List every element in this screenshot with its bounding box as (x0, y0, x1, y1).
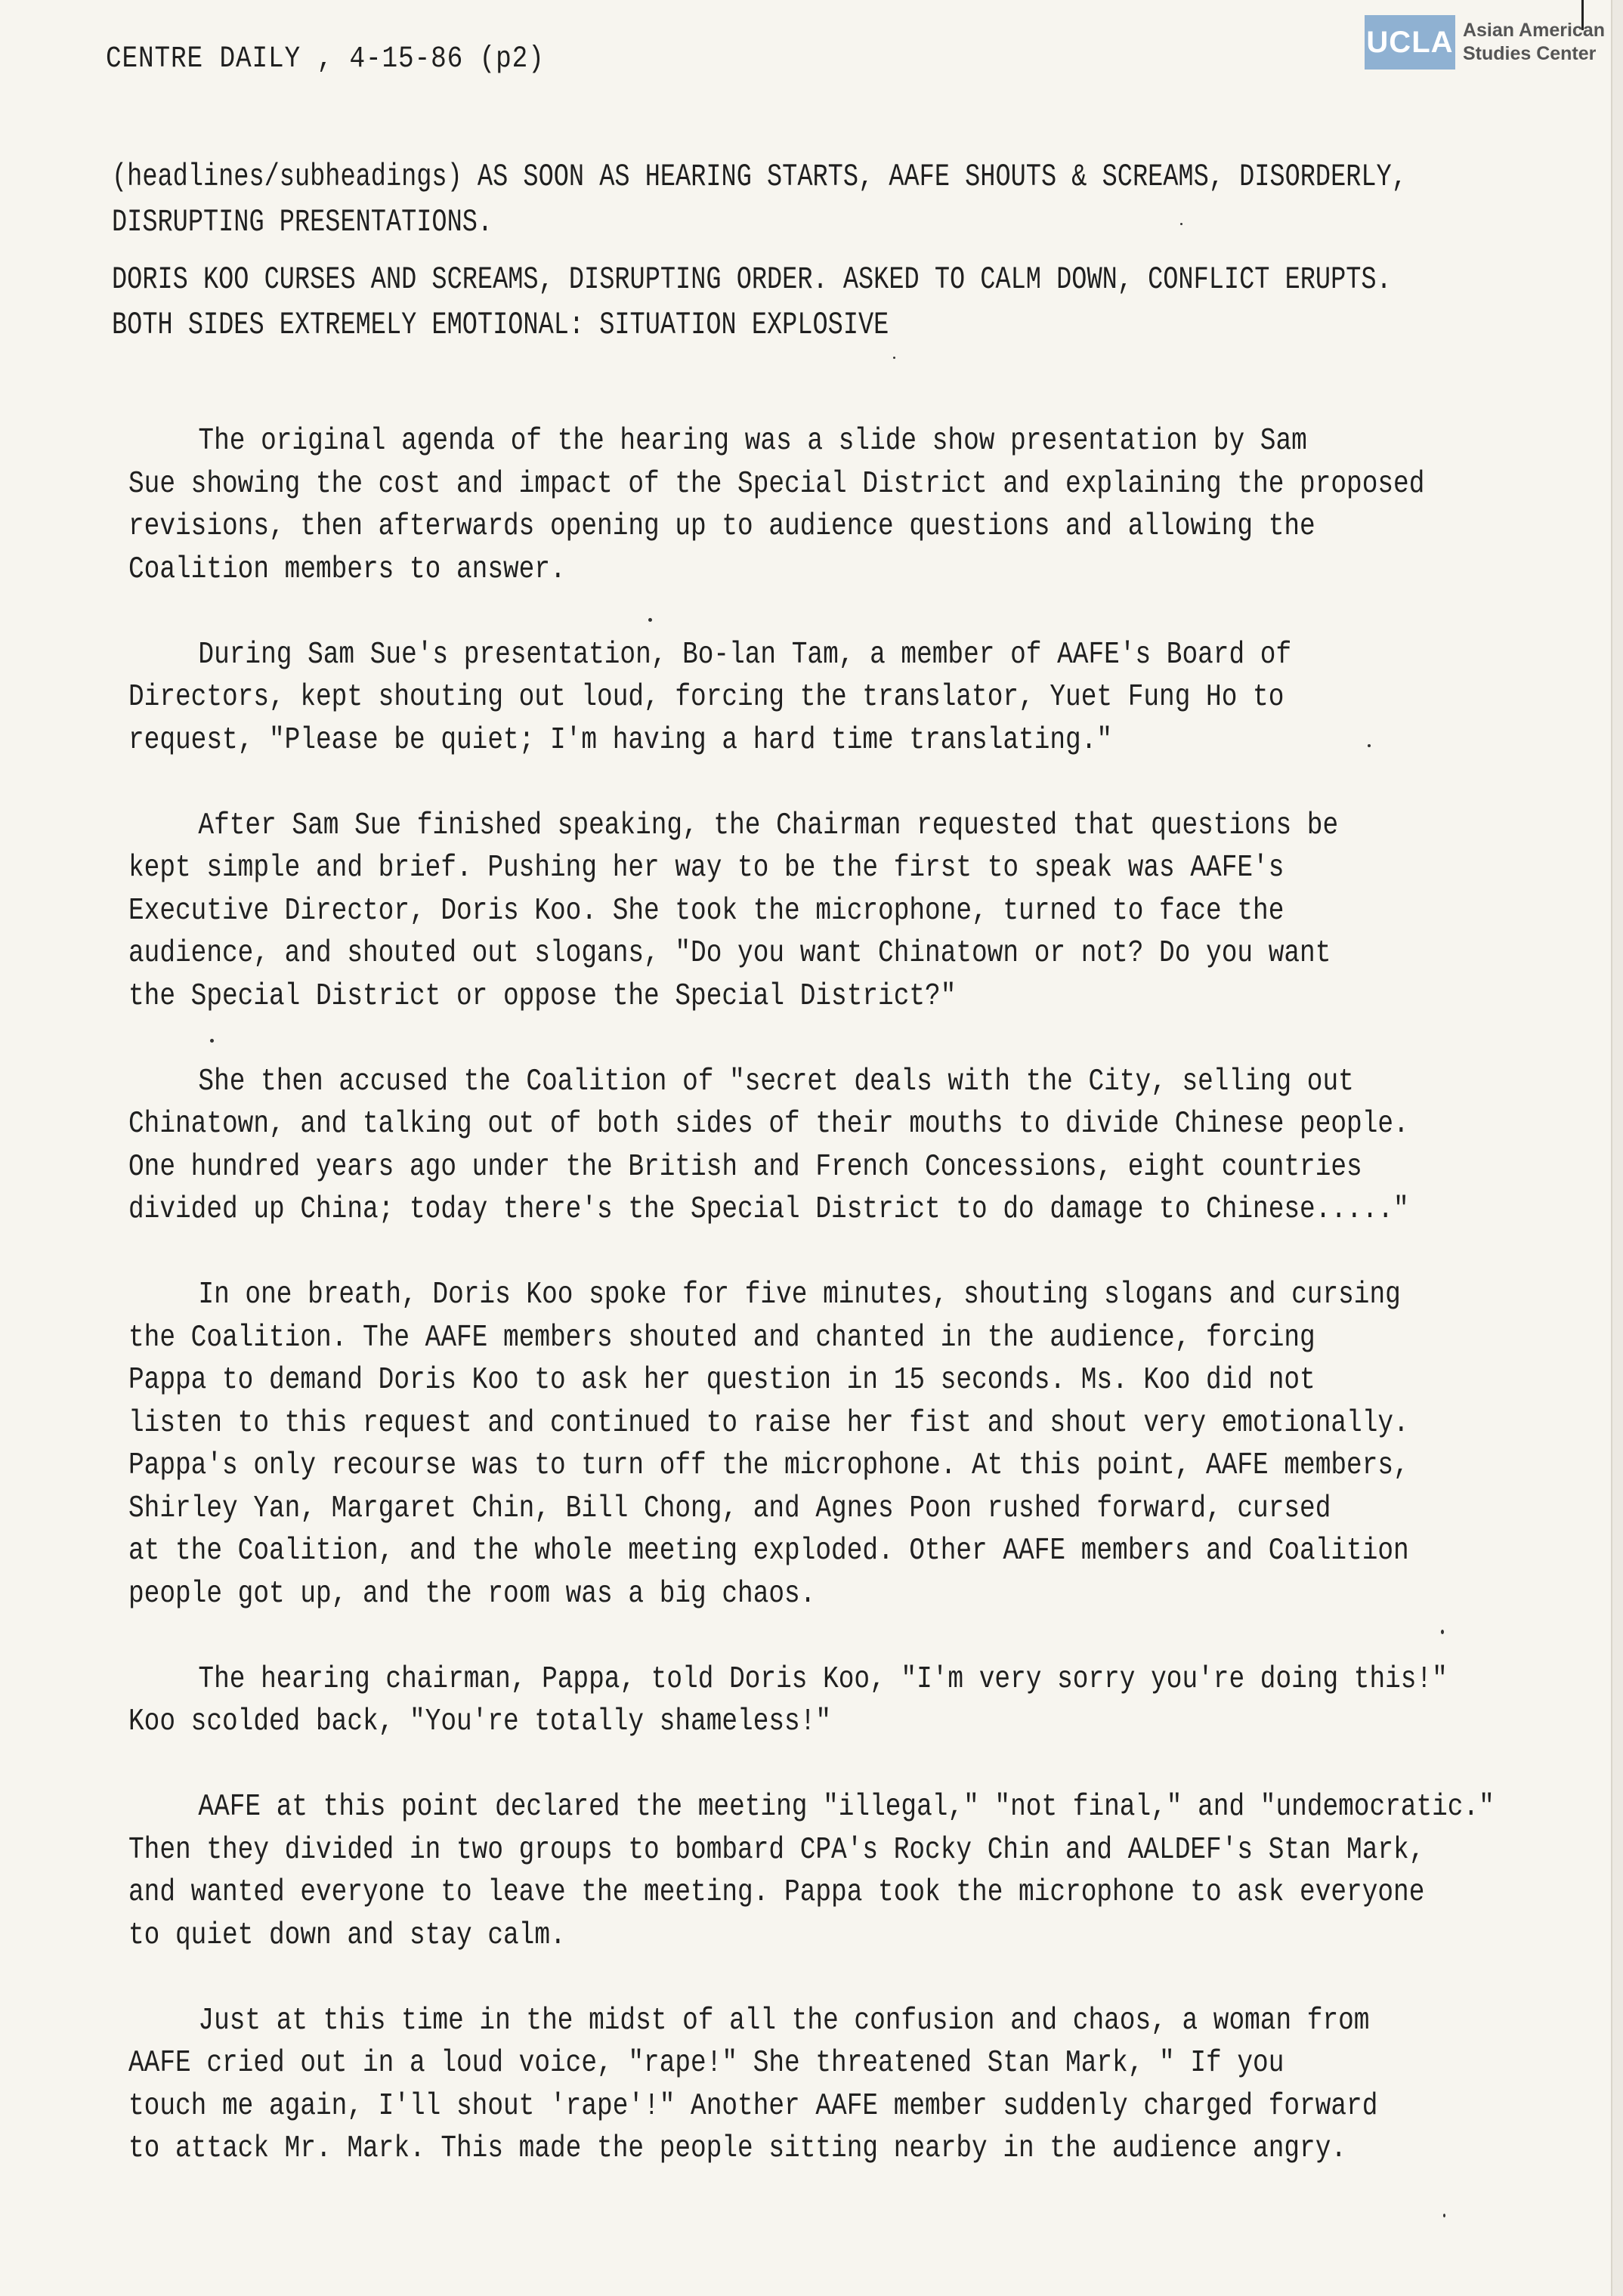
headline-line: DISRUPTING PRESENTATIONS. (112, 204, 493, 240)
text-line: After Sam Sue finished speaking, the Chairman requested that questions be (198, 808, 1339, 843)
ucla-asian-american-studies-logo (1365, 15, 1605, 70)
logo-text (1463, 19, 1605, 66)
paragraph (128, 805, 1544, 1018)
text-line: In one breath, Doris Koo spoke for five minutes, shouting slogans and cursing (198, 1278, 1401, 1312)
text-line: touch me again, I'll shout 'rape'!" Another AAFE member suddenly charged forward (128, 2088, 1378, 2124)
text-line: Pappa to demand Doris Koo to ask her question in 15 seconds. Ms. Koo did not (128, 1363, 1315, 1398)
paper-speck (1368, 744, 1371, 747)
paragraph (128, 1274, 1544, 1615)
paper-speck (210, 1039, 214, 1043)
text-line: kept simple and brief. Pushing her way to be the first to speak was AAFE's (128, 851, 1284, 885)
logo-line-1: Asian American (1462, 20, 1605, 41)
text-line: and wanted everyone to leave the meeting. Pappa took the microphone to ask everyone (128, 1875, 1425, 1910)
text-line: audience, and shouted out slogans, "Do you want Chinatown or not? Do you want (128, 936, 1331, 971)
text-line: the Special District or oppose the Special District?" (128, 978, 957, 1014)
text-line: The original agenda of the hearing was a slide show presentation by Sam (198, 424, 1307, 459)
text-line: Then they divided in two groups to bombard CPA's Rocky Chin and AALDEF's Stan Mark, (128, 1832, 1425, 1868)
text-line: She then accused the Coalition of "secret deals with the City, selling out (198, 1064, 1354, 1099)
text-line: listen to this request and continued to raise her fist and shout very emotionally. (128, 1405, 1409, 1441)
paper-speck (1443, 2214, 1445, 2217)
paper-speck (1180, 223, 1182, 225)
text-line: AAFE at this point declared the meeting "illegal," "not final," and "undemocratic." (198, 1790, 1495, 1825)
dateline: CENTRE DAILY , 4-15-86 (p2) (106, 42, 545, 76)
text-line: to quiet down and stay calm. (128, 1917, 566, 1953)
text-line: Just at this time in the midst of all the confusion and chaos, a woman from (198, 2003, 1370, 2038)
article-body (128, 420, 1544, 2213)
text-line: people got up, and the room was a big chaos. (128, 1576, 816, 1612)
text-line: The hearing chairman, Pappa, told Doris Koo, "I'm very sorry you're doing this!" (198, 1661, 1448, 1697)
text-line: request, "Please be quiet; I'm having a hard time translating." (128, 722, 1113, 758)
paragraph (128, 2000, 1544, 2171)
logo-line-2: Studies Center (1462, 43, 1597, 64)
text-line: Pappa's only recourse was to turn off the microphone. At this point, AAFE members, (128, 1448, 1409, 1483)
headlines-block (112, 154, 1563, 348)
paragraph (128, 1658, 1544, 1744)
paragraph (128, 634, 1544, 762)
text-line: One hundred years ago under the British and French Concessions, eight countries (128, 1149, 1362, 1185)
text-line: AAFE cried out in a loud voice, "rape!" She threatened Stan Mark, " If you (128, 2046, 1284, 2081)
paragraph (128, 420, 1544, 591)
text-line: at the Coalition, and the whole meeting exploded. Other AAFE members and Coalition (128, 1534, 1409, 1568)
text-line: Executive Director, Doris Koo. She took the microphone, turned to face the (128, 893, 1284, 929)
text-line: Shirley Yan, Margaret Chin, Bill Chong, and Agnes Poon rushed forward, cursed (128, 1491, 1331, 1526)
paper-speck (648, 618, 652, 622)
text-line: During Sam Sue's presentation, Bo-lan Tam, a member of AAFE's Board of (198, 637, 1292, 672)
text-line: Sue showing the cost and impact of the Special District and explaining the proposed (128, 466, 1425, 502)
text-line: divided up China; today there's the Special District to do damage to Chinese....." (128, 1192, 1409, 1227)
text-line: to attack Mr. Mark. This made the people sitting nearby in the audience angry. (128, 2131, 1347, 2166)
headline-line: (headlines/subheadings) AS SOON AS HEARING STARTS, AAFE SHOUTS & SCREAMS, DISORDERLY, (112, 159, 1407, 195)
paper-speck (893, 357, 895, 359)
text-line: Chinatown, and talking out of both sides of their mouths to divide Chinese people. (128, 1107, 1409, 1142)
text-line: Coalition members to answer. (128, 552, 566, 587)
paragraph (128, 1061, 1544, 1231)
text-line: the Coalition. The AAFE members shouted and chanted in the audience, forcing (128, 1320, 1315, 1355)
headline-line: BOTH SIDES EXTREMELY EMOTIONAL: SITUATION EXPLOSIVE (112, 307, 889, 343)
text-line: Directors, kept shouting out loud, forcing the translator, Yuet Fung Ho to (128, 680, 1284, 715)
text-line: Koo scolded back, "You're totally shameless!" (128, 1704, 832, 1739)
paragraph (128, 1786, 1544, 1957)
headline-line: DORIS KOO CURSES AND SCREAMS, DISRUPTING ORDER. ASKED TO CALM DOWN, CONFLICT ERUPTS. (112, 261, 1392, 298)
paper-speck (1441, 1630, 1444, 1634)
logo-mark: UCLA (1365, 15, 1455, 70)
text-line: revisions, then afterwards opening up to audience questions and allowing the (128, 509, 1315, 544)
